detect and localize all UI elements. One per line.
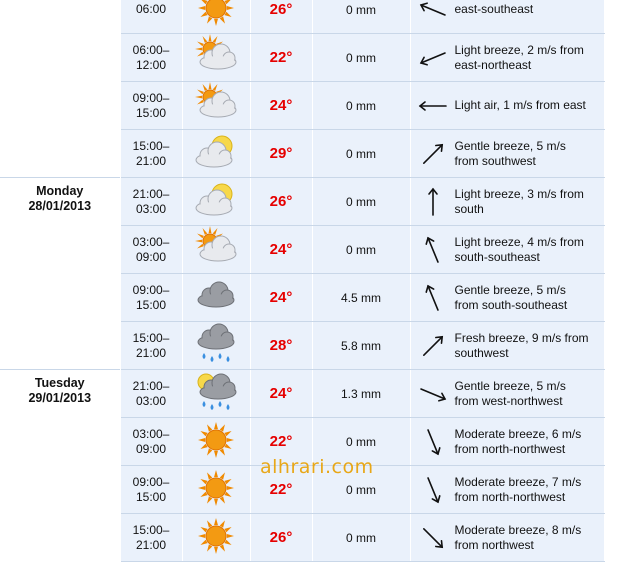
time-cell	[120, 418, 182, 466]
sun-icon	[192, 447, 240, 464]
wind-arrow-icon	[411, 38, 455, 78]
wind-description: Light breeze, 2 m/s from east-northeast	[454, 42, 584, 72]
time-cell	[120, 178, 182, 226]
sun-icon	[192, 495, 240, 512]
time-end: 15:00	[135, 105, 167, 120]
time-start: 21:00–	[132, 186, 170, 201]
wind-arrow-icon	[411, 182, 455, 222]
day-cell	[0, 370, 120, 562]
weather-icon-cell	[182, 34, 250, 82]
time-start: 15:00–	[132, 330, 170, 345]
wind-arrow-icon	[411, 86, 455, 126]
wind-cell	[410, 82, 604, 130]
forecast-row	[0, 370, 604, 418]
time-cell	[120, 226, 182, 274]
precipitation: 0 mm	[312, 130, 410, 178]
wind-description: Light breeze, 4 m/s from south-southeast	[454, 234, 584, 264]
wind-cell	[410, 418, 604, 466]
wind-arrow-icon	[411, 374, 455, 414]
partly-cloudy-icon	[192, 111, 240, 128]
precipitation: 0 mm	[312, 178, 410, 226]
wind-description: east-southeast	[454, 2, 534, 16]
wind-cell	[410, 226, 604, 274]
day-date: 29/01/2013	[28, 391, 92, 405]
precipitation: 0 mm	[312, 82, 410, 130]
time-cell	[120, 466, 182, 514]
wind-cell	[410, 274, 604, 322]
time-end: 09:00	[135, 249, 167, 264]
wind-description: Gentle breeze, 5 m/s from west-northwest	[454, 378, 566, 408]
time-start: 21:00–	[132, 378, 170, 393]
time-cell	[120, 0, 182, 34]
sun-behind-cloud-icon	[192, 159, 240, 176]
time-cell	[120, 34, 182, 82]
wind-cell	[410, 322, 604, 370]
time-cell	[120, 370, 182, 418]
weather-icon-cell	[182, 322, 250, 370]
wind-arrow-icon	[411, 134, 455, 174]
weather-icon-cell	[182, 226, 250, 274]
weather-icon-cell	[182, 82, 250, 130]
time-end: 15:00	[135, 297, 167, 312]
rain-cloud-icon	[192, 351, 240, 368]
temperature: 22°	[250, 34, 312, 82]
time-cell	[120, 82, 182, 130]
wind-arrow-icon	[411, 518, 455, 558]
wind-cell	[410, 130, 604, 178]
wind-cell	[410, 466, 604, 514]
wind-arrow-icon	[411, 326, 455, 366]
time-end: 12:00	[135, 57, 167, 72]
time-end: 06:00	[135, 2, 167, 16]
wind-cell	[410, 370, 604, 418]
sun-icon	[192, 543, 240, 560]
weather-icon-cell	[182, 370, 250, 418]
wind-description: Moderate breeze, 7 m/s from north-northwest	[454, 474, 582, 504]
weather-icon-cell	[182, 178, 250, 226]
temperature: 28°	[250, 322, 312, 370]
wind-description: Moderate breeze, 8 m/s from northwest	[454, 522, 582, 552]
weather-icon-cell	[182, 418, 250, 466]
wind-cell	[410, 178, 604, 226]
precipitation: 4.5 mm	[312, 274, 410, 322]
temperature: 26°	[250, 178, 312, 226]
time-end: 21:00	[135, 153, 167, 168]
time-cell	[120, 514, 182, 562]
day-cell	[0, 0, 120, 178]
time-start: 09:00–	[132, 474, 170, 489]
wind-arrow-icon	[411, 470, 455, 510]
temperature: 24°	[250, 274, 312, 322]
partly-cloudy-icon	[192, 63, 240, 80]
weather-icon-cell	[182, 274, 250, 322]
precipitation: 0 mm	[312, 0, 410, 34]
precipitation: 5.8 mm	[312, 322, 410, 370]
precipitation: 0 mm	[312, 34, 410, 82]
wind-arrow-icon	[411, 278, 455, 318]
wind-description: Gentle breeze, 5 m/s from south-southeast	[454, 282, 568, 312]
forecast-row	[0, 178, 604, 226]
time-end: 09:00	[135, 441, 167, 456]
wind-arrow-icon	[411, 230, 455, 270]
sun-rain-cloud-icon	[192, 399, 240, 416]
day-date: 28/01/2013	[28, 199, 92, 213]
precipitation: 0 mm	[312, 418, 410, 466]
time-end: 03:00	[135, 393, 167, 408]
temperature: 24°	[250, 226, 312, 274]
time-end: 15:00	[135, 489, 167, 504]
time-end: 21:00	[135, 537, 167, 552]
temperature: 29°	[250, 130, 312, 178]
time-end: 03:00	[135, 201, 167, 216]
sun-icon	[192, 15, 240, 32]
time-start: 06:00–	[132, 42, 170, 57]
wind-arrow-icon	[411, 0, 455, 30]
day-date	[0, 0, 120, 1]
sun-behind-cloud-icon	[192, 207, 240, 224]
time-start: 09:00–	[132, 90, 170, 105]
time-end: 21:00	[135, 345, 167, 360]
wind-cell	[410, 0, 604, 34]
wind-cell	[410, 34, 604, 82]
precipitation: 0 mm	[312, 226, 410, 274]
time-start: 15:00–	[132, 522, 170, 537]
day-name: Monday	[36, 184, 84, 198]
day-name: Tuesday	[34, 376, 85, 390]
weather-icon-cell	[182, 514, 250, 562]
time-cell	[120, 274, 182, 322]
time-start: 03:00–	[132, 426, 170, 441]
wind-description: Moderate breeze, 6 m/s from north-northwest	[454, 426, 582, 456]
watermark: alhrari.com	[260, 456, 374, 478]
precipitation: 0 mm	[312, 514, 410, 562]
wind-arrow-icon	[411, 422, 455, 462]
temperature: 26°	[250, 0, 312, 34]
temperature: 24°	[250, 370, 312, 418]
precipitation: 1.3 mm	[312, 370, 410, 418]
weather-icon-cell	[182, 466, 250, 514]
cloud-icon	[192, 303, 240, 320]
temperature: 22°	[250, 418, 312, 466]
precipitation: 0 mm	[312, 466, 410, 514]
temperature: 22°	[250, 466, 312, 514]
wind-description: Gentle breeze, 5 m/s from southwest	[454, 138, 566, 168]
forecast-row	[0, 0, 604, 34]
time-start: 15:00–	[132, 138, 170, 153]
temperature: 26°	[250, 514, 312, 562]
weather-icon-cell	[182, 0, 250, 34]
time-cell	[120, 130, 182, 178]
day-cell	[0, 178, 120, 370]
time-cell	[120, 322, 182, 370]
partly-cloudy-icon	[192, 255, 240, 272]
time-start: 03:00–	[132, 234, 170, 249]
time-start: 09:00–	[132, 282, 170, 297]
wind-description: Light breeze, 3 m/s from south	[454, 186, 584, 216]
wind-description: Light air, 1 m/s from east	[454, 98, 586, 112]
temperature: 24°	[250, 82, 312, 130]
wind-cell	[410, 514, 604, 562]
wind-description: Fresh breeze, 9 m/s from southwest	[454, 330, 589, 360]
weather-icon-cell	[182, 130, 250, 178]
